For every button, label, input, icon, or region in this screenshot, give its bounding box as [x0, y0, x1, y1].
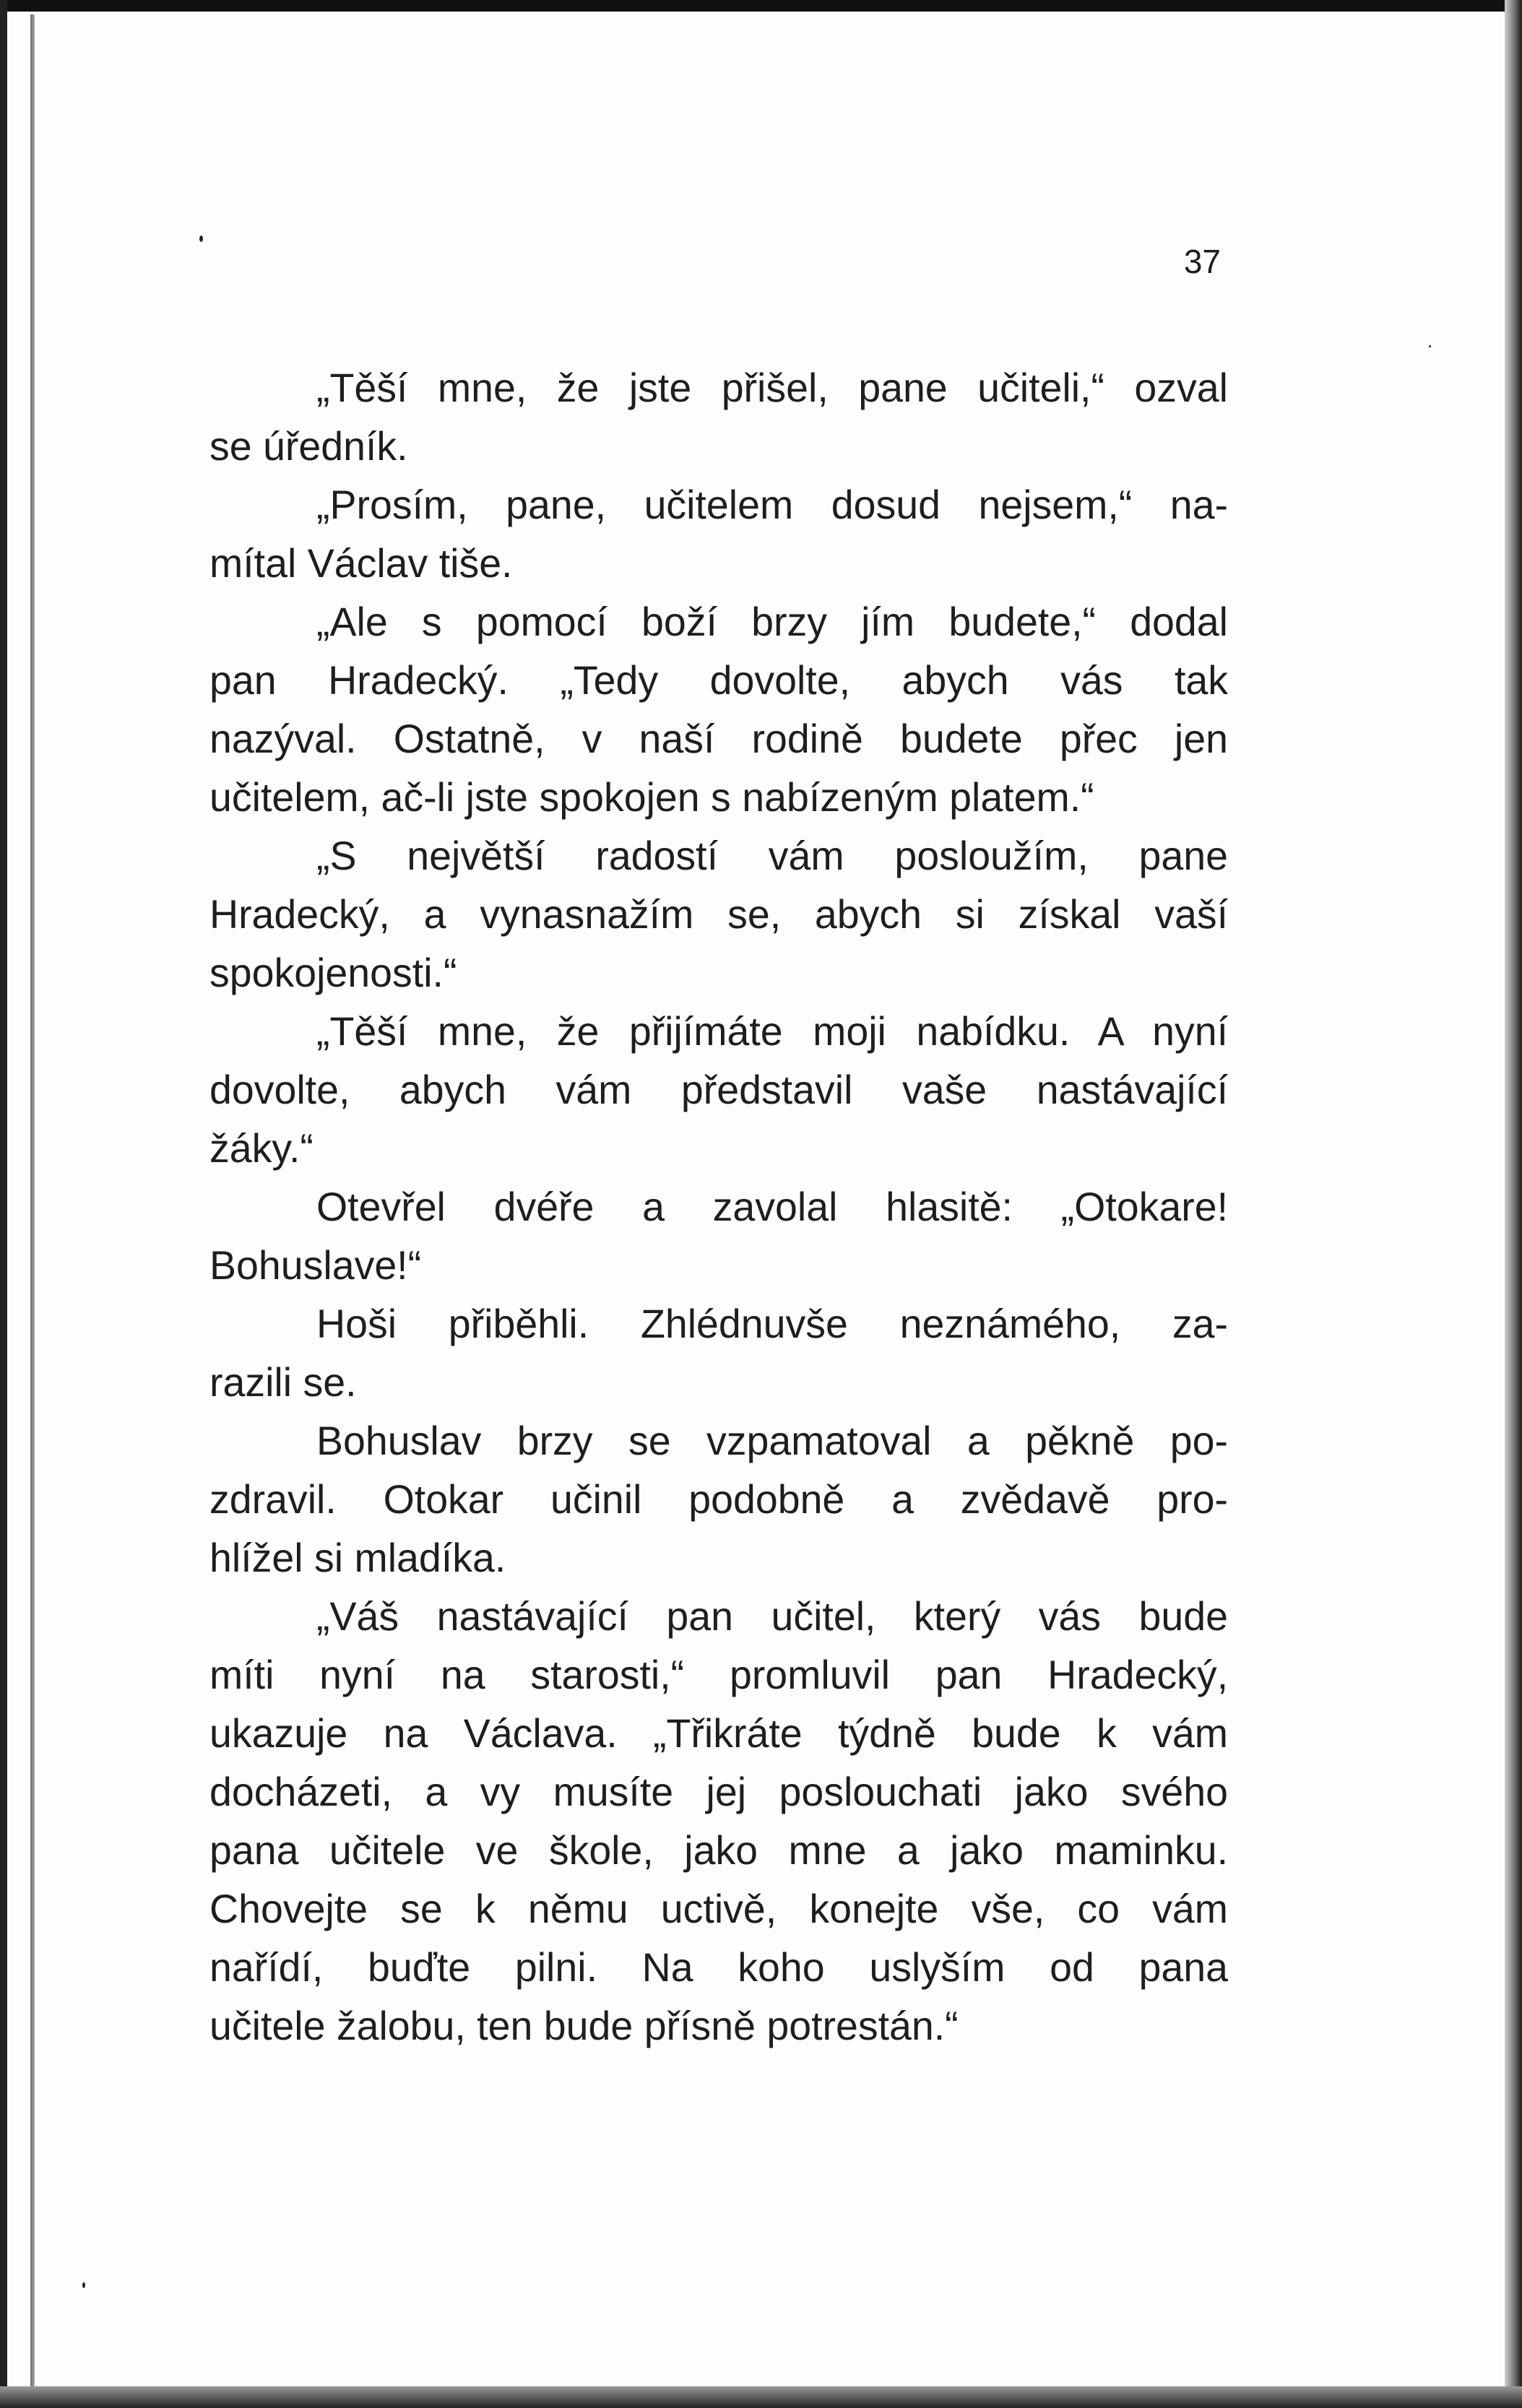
page-number: 37: [1183, 243, 1221, 280]
text-line: Chovejte se k němu uctivě, konejte vše, co vám: [209, 1887, 1228, 1931]
text-line: „Váš nastávající pan učitel, který vás bude: [316, 1594, 1228, 1639]
text-line: hlížel si mladíka.: [209, 1536, 506, 1580]
page-fold-shadow: [30, 14, 35, 2408]
text-line: pan Hradecký. „Tedy dovolte, abych vás tak: [209, 658, 1228, 703]
text-line: Otevřel dvéře a zavolal hlasitě: „Otokare!: [316, 1184, 1228, 1229]
scan-border-bottom: [0, 2386, 1522, 2408]
text-line: nazýval. Ostatně, v naší rodině budete přec jen: [209, 716, 1228, 761]
text-line: ukazuje na Václava. „Třikráte týdně bude k vám: [209, 1711, 1228, 1756]
text-line: „Těší mne, že jste přišel, pane učiteli,“ ozval: [316, 365, 1228, 410]
text-line: pana učitele ve škole, jako mne a jako maminku.: [209, 1828, 1228, 1873]
text-line: spokojenosti.“: [209, 950, 457, 995]
text-line: razili se.: [209, 1360, 357, 1405]
body-text: [209, 359, 1228, 2056]
text-line: „Ale s pomocí boží brzy jím budete,“ dodal: [316, 599, 1228, 644]
scan-border-left: [0, 0, 7, 2408]
text-line: Bohuslav brzy se vzpamatoval a pěkně po-: [316, 1419, 1228, 1463]
text-line: míti nyní na starosti,“ promluvil pan Hradecký,: [209, 1653, 1228, 1697]
text-line: žáky.“: [209, 1126, 314, 1171]
text-line: se úředník.: [209, 424, 408, 469]
text-line: nařídí, buďte pilni. Na koho uslyším od pana: [209, 1945, 1228, 1990]
text-line: „S největší radostí vám posloužím, pane: [316, 833, 1228, 878]
scan-border-right: [1505, 0, 1522, 2408]
text-line: zdravil. Otokar učinil podobně a zvědavě pro-: [209, 1477, 1228, 1522]
text-line: dovolte, abych vám představil vaše nastávající: [209, 1067, 1228, 1112]
text-line: mítal Václav tiše.: [209, 541, 513, 586]
scan-speck: [82, 2282, 85, 2288]
text-line: Hradecký, a vynasnažím se, abych si získal vaší: [209, 892, 1228, 937]
scan-speck: [1429, 345, 1431, 347]
text-line: docházeti, a vy musíte jej poslouchati jako svého: [209, 1770, 1228, 1814]
scan-border-top: [0, 0, 1522, 12]
text-line: učitelem, ač-li jste spokojen s nabízeným platem.“: [209, 775, 1094, 820]
text-line: Bohuslave!“: [209, 1243, 422, 1288]
text-line: Hoši přiběhli. Zhlédnuvše neznámého, za-: [316, 1302, 1228, 1346]
text-line: „Prosím, pane, učitelem dosud nejsem,“ na-: [316, 482, 1228, 527]
text-line: „Těší mne, že přijímáte moji nabídku. A nyní: [316, 1009, 1228, 1054]
text-line: učitele žalobu, ten bude přísně potrestán.“: [209, 2004, 959, 2048]
scan-speck: [199, 235, 203, 242]
